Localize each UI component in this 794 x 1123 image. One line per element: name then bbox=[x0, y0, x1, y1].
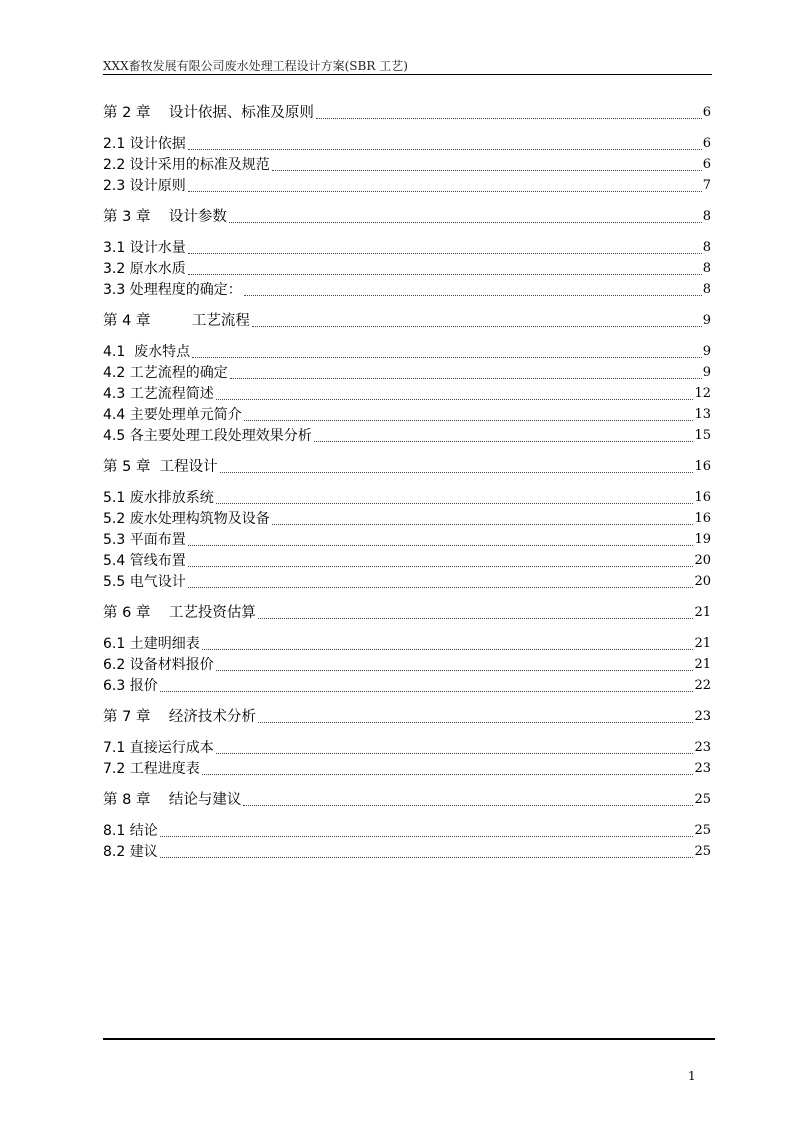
toc-entry-page: 19 bbox=[694, 532, 711, 547]
toc-entry-5-1[interactable] bbox=[103, 487, 711, 507]
dot-leader bbox=[160, 683, 694, 692]
toc-entry-page: 13 bbox=[694, 407, 711, 422]
header-rule bbox=[103, 74, 712, 75]
toc-entry-4-4[interactable] bbox=[103, 404, 711, 424]
toc-entry-page: 21 bbox=[694, 636, 711, 651]
toc-entry-6-1[interactable] bbox=[103, 633, 711, 653]
toc-entry-ch6[interactable] bbox=[103, 602, 711, 622]
dot-leader bbox=[230, 370, 702, 379]
toc-entry-6-3[interactable] bbox=[103, 675, 711, 695]
dot-leader bbox=[216, 745, 694, 754]
toc-entry-5-3[interactable] bbox=[103, 529, 711, 549]
toc-entry-5-2[interactable] bbox=[103, 508, 711, 528]
toc-entry-8-2[interactable] bbox=[103, 841, 711, 861]
toc-entry-2-3[interactable] bbox=[103, 175, 711, 195]
toc-entry-page: 15 bbox=[694, 428, 711, 443]
toc-entry-page: 16 bbox=[694, 490, 711, 505]
toc-entry-title: 6.3 报价 bbox=[103, 678, 158, 694]
toc-entry-4-2[interactable] bbox=[103, 362, 711, 382]
toc-entry-title: 6.2 设备材料报价 bbox=[103, 657, 214, 673]
toc-entry-page: 21 bbox=[694, 605, 711, 620]
toc-entry-page: 9 bbox=[702, 365, 711, 380]
toc-entry-4-3[interactable] bbox=[103, 383, 711, 403]
dot-leader bbox=[244, 287, 702, 296]
toc-entry-title: 第 4 章 工艺流程 bbox=[103, 313, 250, 329]
toc-entry-page: 7 bbox=[702, 178, 711, 193]
toc-entry-page: 16 bbox=[694, 511, 711, 526]
toc-entry-page: 23 bbox=[694, 709, 711, 724]
toc-entry-page: 23 bbox=[694, 740, 711, 755]
toc-entry-ch3[interactable] bbox=[103, 206, 711, 226]
toc-entry-page: 25 bbox=[694, 792, 711, 807]
toc-entry-title: 4.1 废水特点 bbox=[103, 344, 191, 360]
toc-entry-page: 25 bbox=[694, 844, 711, 859]
toc-entry-page: 25 bbox=[694, 823, 711, 838]
toc-entry-ch7[interactable] bbox=[103, 706, 711, 726]
dot-leader bbox=[202, 766, 694, 775]
running-header: XXX畜牧发展有限公司废水处理工程设计方案(SBR 工艺) bbox=[103, 59, 408, 73]
toc-entry-title: 第 2 章 设计依据、标准及原则 bbox=[103, 105, 314, 121]
toc-entry-page: 6 bbox=[702, 136, 711, 151]
dot-leader bbox=[188, 183, 702, 192]
toc-entry-title: 6.1 土建明细表 bbox=[103, 636, 200, 652]
toc-entry-title: 8.1 结论 bbox=[103, 823, 158, 839]
toc-entry-page: 21 bbox=[694, 657, 711, 672]
dot-leader bbox=[220, 464, 694, 473]
dot-leader bbox=[252, 318, 702, 327]
toc-entry-title: 4.2 工艺流程的确定 bbox=[103, 365, 228, 381]
toc-entry-title: 5.2 废水处理构筑物及设备 bbox=[103, 511, 270, 527]
dot-leader bbox=[216, 495, 694, 504]
toc-entry-4-5[interactable] bbox=[103, 425, 711, 445]
toc-entry-title: 5.5 电气设计 bbox=[103, 574, 186, 590]
toc-entry-title: 第 7 章 经济技术分析 bbox=[103, 709, 256, 725]
toc-entry-3-2[interactable] bbox=[103, 258, 711, 278]
toc-entry-title: 2.1 设计依据 bbox=[103, 136, 186, 152]
toc-entry-title: 第 8 章 结论与建议 bbox=[103, 792, 242, 808]
dot-leader bbox=[188, 266, 702, 275]
dot-leader bbox=[314, 433, 694, 442]
toc-entry-title: 3.2 原水水质 bbox=[103, 261, 186, 277]
toc-entry-7-1[interactable] bbox=[103, 737, 711, 757]
dot-leader bbox=[243, 797, 693, 806]
toc-entry-page: 6 bbox=[702, 105, 711, 120]
dot-leader bbox=[272, 516, 694, 525]
toc-entry-title: 第 6 章 工艺投资估算 bbox=[103, 605, 256, 621]
toc-entry-2-1[interactable] bbox=[103, 133, 711, 153]
toc-entry-page: 8 bbox=[702, 261, 711, 276]
toc-entry-title: 5.4 管线布置 bbox=[103, 553, 186, 569]
toc-entry-title: 5.1 废水排放系统 bbox=[103, 490, 214, 506]
dot-leader bbox=[160, 849, 694, 858]
toc-entry-title: 7.2 工程进度表 bbox=[103, 761, 200, 777]
toc-entry-ch2[interactable] bbox=[103, 102, 711, 122]
dot-leader bbox=[244, 412, 694, 421]
toc-entry-page: 9 bbox=[702, 344, 711, 359]
dot-leader bbox=[229, 214, 702, 223]
toc-entry-page: 9 bbox=[702, 313, 711, 328]
toc-entry-ch4[interactable] bbox=[103, 310, 711, 330]
dot-leader bbox=[258, 714, 694, 723]
dot-leader bbox=[316, 110, 702, 119]
toc-entry-title: 4.3 工艺流程简述 bbox=[103, 386, 214, 402]
toc-entry-3-3[interactable] bbox=[103, 279, 711, 299]
toc-entry-4-1[interactable] bbox=[103, 341, 711, 361]
toc-entry-title: 第 3 章 设计参数 bbox=[103, 209, 227, 225]
toc-entry-page: 20 bbox=[694, 574, 711, 589]
footer-rule bbox=[103, 1038, 715, 1040]
toc-entry-title: 4.5 各主要处理工段处理效果分析 bbox=[103, 428, 312, 444]
toc-entry-page: 12 bbox=[694, 386, 711, 401]
toc-entry-title: 第 5 章 工程设计 bbox=[103, 459, 218, 475]
dot-leader bbox=[216, 662, 694, 671]
toc-entry-3-1[interactable] bbox=[103, 237, 711, 257]
toc-entry-title: 3.1 设计水量 bbox=[103, 240, 186, 256]
toc-entry-page: 16 bbox=[694, 459, 711, 474]
dot-leader bbox=[272, 162, 702, 171]
dot-leader bbox=[202, 641, 694, 650]
dot-leader bbox=[188, 579, 694, 588]
toc-entry-title: 3.3 处理程度的确定： bbox=[103, 282, 242, 298]
toc-entry-title: 7.1 直接运行成本 bbox=[103, 740, 214, 756]
toc-entry-title: 2.3 设计原则 bbox=[103, 178, 186, 194]
toc-entry-5-4[interactable] bbox=[103, 550, 711, 570]
dot-leader bbox=[216, 391, 694, 400]
toc-entry-title: 2.2 设计采用的标准及规范 bbox=[103, 157, 270, 173]
toc-entry-7-2[interactable] bbox=[103, 758, 711, 778]
toc-entry-page: 23 bbox=[694, 761, 711, 776]
dot-leader bbox=[160, 828, 694, 837]
toc-entry-page: 8 bbox=[702, 282, 711, 297]
dot-leader bbox=[188, 558, 694, 567]
dot-leader bbox=[188, 141, 702, 150]
toc-entry-page: 8 bbox=[702, 209, 711, 224]
toc-entry-title: 4.4 主要处理单元简介 bbox=[103, 407, 242, 423]
dot-leader bbox=[258, 610, 694, 619]
toc-entry-title: 8.2 建议 bbox=[103, 844, 158, 860]
dot-leader bbox=[188, 537, 694, 546]
toc-entry-title: 5.3 平面布置 bbox=[103, 532, 186, 548]
toc-entry-2-2[interactable] bbox=[103, 154, 711, 174]
page-number: 1 bbox=[688, 1069, 696, 1083]
dot-leader bbox=[188, 245, 702, 254]
toc-entry-ch8[interactable] bbox=[103, 789, 711, 809]
toc-entry-page: 22 bbox=[694, 678, 711, 693]
toc-entry-page: 6 bbox=[702, 157, 711, 172]
toc-entry-6-2[interactable] bbox=[103, 654, 711, 674]
toc-entry-page: 8 bbox=[702, 240, 711, 255]
toc-entry-ch5[interactable] bbox=[103, 456, 711, 476]
dot-leader bbox=[192, 349, 702, 358]
toc-entry-5-5[interactable] bbox=[103, 571, 711, 591]
toc-entry-page: 20 bbox=[694, 553, 711, 568]
toc-entry-8-1[interactable] bbox=[103, 820, 711, 840]
